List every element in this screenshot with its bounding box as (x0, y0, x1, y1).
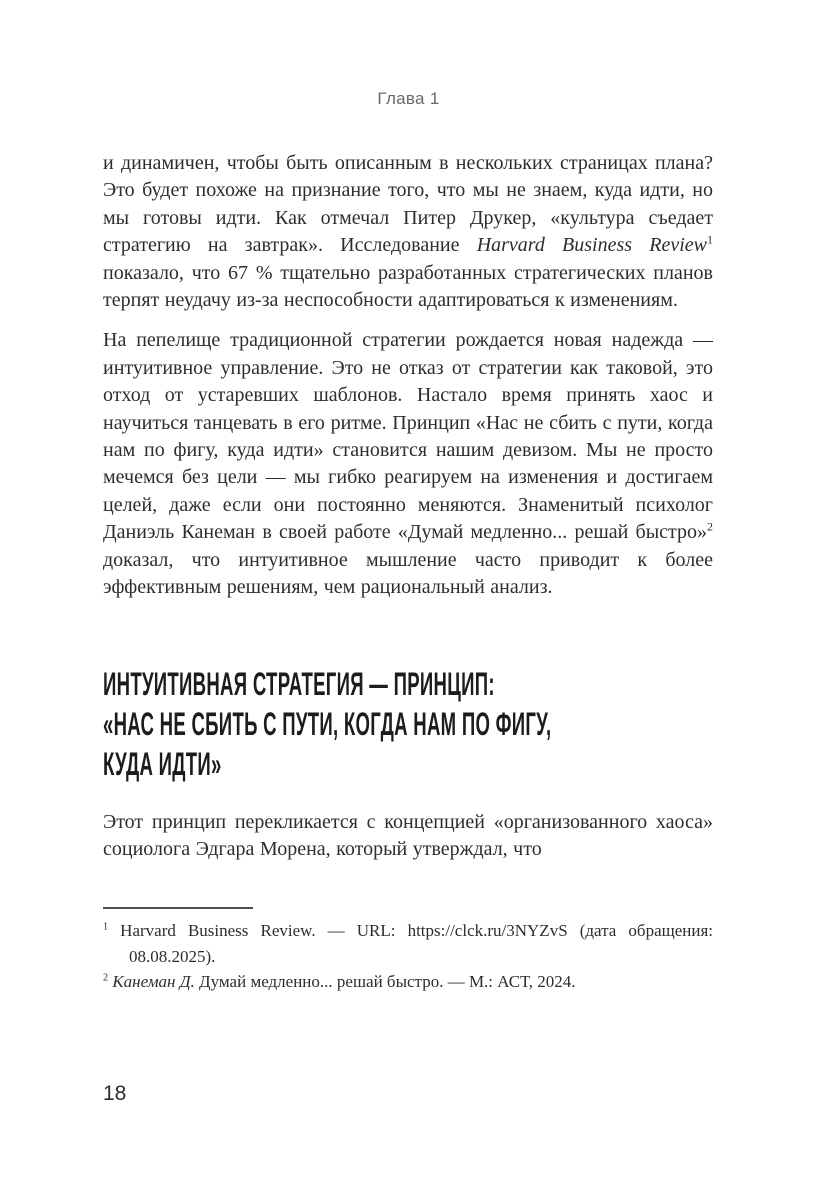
footnote-2-text: Канеман Д. Думай медленно... решай быстро. — М.: АСТ, 2024. (112, 972, 576, 992)
running-header: Глава 1 (377, 89, 440, 108)
footnotes-section (103, 907, 713, 995)
text-column (103, 150, 713, 995)
section-heading-line-3: КУДА ИДТИ» (103, 745, 222, 782)
paragraph-1: и динамичен, чтобы быть описанным в нескольких страницах плана? Это будет похоже на признание того, что мы не знаем, куда идти, но мы готовы идти. Как отмечал Питер Друкер, «культура съедает стратегию на завтрак». Исследование Harvard Business Review$^1$ показало, что 67 % тщательно разработанных стратегических планов терпят неудачу из-за неспособности адаптироваться к изменениям. (103, 152, 714, 312)
footnote-divider (103, 907, 253, 909)
paragraph-2: На пепелище традиционной стратегии рождается новая надежда — интуитивное управление. Это не отказ от стратегии как таковой, это отход от устаревших шаблонов. Настало время принять хаос и научиться танцевать в его ритме. Принцип «Нас не сбить с пути, когда нам по фигу, куда идти» становится нашим девизом. Мы не просто мечемся без цели — мы гибко реагируем на изменения и достигаем целей, даже если они постоянно меняются. Знаменитый психолог Даниэль Канеман в своей работе «Думай медленно... решай быстро»$^2$ доказал, что интуитивное мышление часто приводит к более эффективным решениям, чем рациональный анализ. (103, 329, 713, 599)
footnote-1-text: Harvard Business Review. — URL: https://clck.ru/3NYZvS (дата обращения: 08.08.2025). (108, 921, 713, 966)
paragraph-3: Этот принцип перекликается с концепцией «организованного хаоса» социолога Эдгара Морена, который утверждал, что (103, 810, 713, 860)
section-heading-line-2: «НАС НЕ СБИТЬ С ПУТИ, КОГДА НАМ ПО ФИГУ, (103, 705, 552, 742)
page-number: 18 (103, 1082, 127, 1105)
footnote-2-marker: 2 (103, 972, 109, 984)
footnote-1 (103, 918, 713, 969)
footnote-1-marker: 1 (103, 921, 109, 933)
section-heading (103, 664, 713, 784)
section-heading-line-1: ИНТУИТИВНАЯ СТРАТЕГИЯ — ПРИНЦИП: (103, 665, 495, 702)
footnote-2 (103, 969, 713, 995)
